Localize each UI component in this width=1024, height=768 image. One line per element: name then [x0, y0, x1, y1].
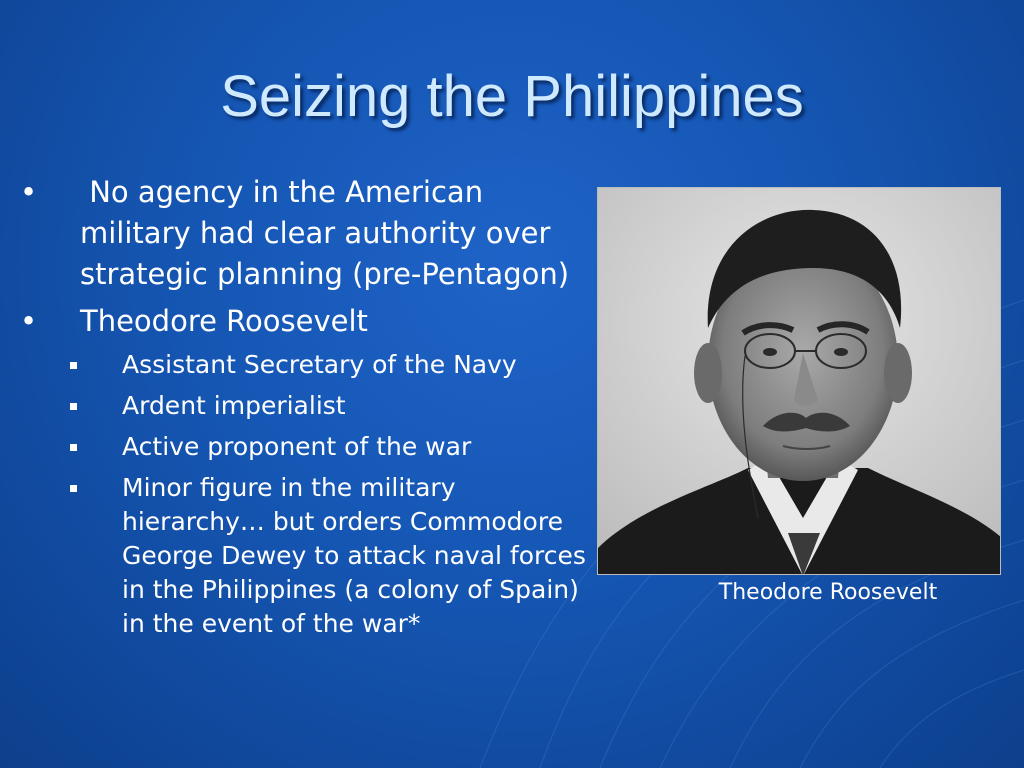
bullet-text: Theodore Roosevelt — [80, 304, 368, 338]
bullet-marker: • — [20, 175, 38, 209]
roosevelt-portrait-photo — [597, 187, 1001, 575]
square-bullet-icon — [70, 485, 77, 492]
sub-bullet-item — [0, 430, 592, 464]
sub-bullet-item — [0, 348, 592, 382]
sub-bullet-text: Ardent imperialist — [122, 391, 346, 420]
portrait-illustration — [598, 188, 1001, 575]
slide-title: Seizing the Philippines — [220, 64, 804, 129]
bullet-text: No agency in the American military had clear authority over strategic planning (pre-Pentagon) — [80, 175, 570, 291]
bullet-item — [0, 301, 600, 342]
bullet-item — [0, 172, 600, 295]
sub-bullet-text: Assistant Secretary of the Navy — [122, 350, 517, 379]
photo-caption: Theodore Roosevelt — [718, 580, 938, 605]
square-bullet-icon — [70, 362, 77, 369]
sub-bullet-text: Minor figure in the military hierarchy… but orders Commodore George Dewey to attack naval forces in the Philippines (a colony of Spain) in the event of the war* — [122, 473, 586, 638]
sub-bullet-text: Active proponent of the war — [122, 432, 472, 461]
square-bullet-icon — [70, 403, 77, 410]
sub-bullet-item — [0, 471, 592, 641]
bullet-marker: • — [20, 304, 38, 338]
square-bullet-icon — [70, 444, 77, 451]
sub-bullet-item — [0, 389, 592, 423]
bullet-list — [0, 172, 600, 648]
